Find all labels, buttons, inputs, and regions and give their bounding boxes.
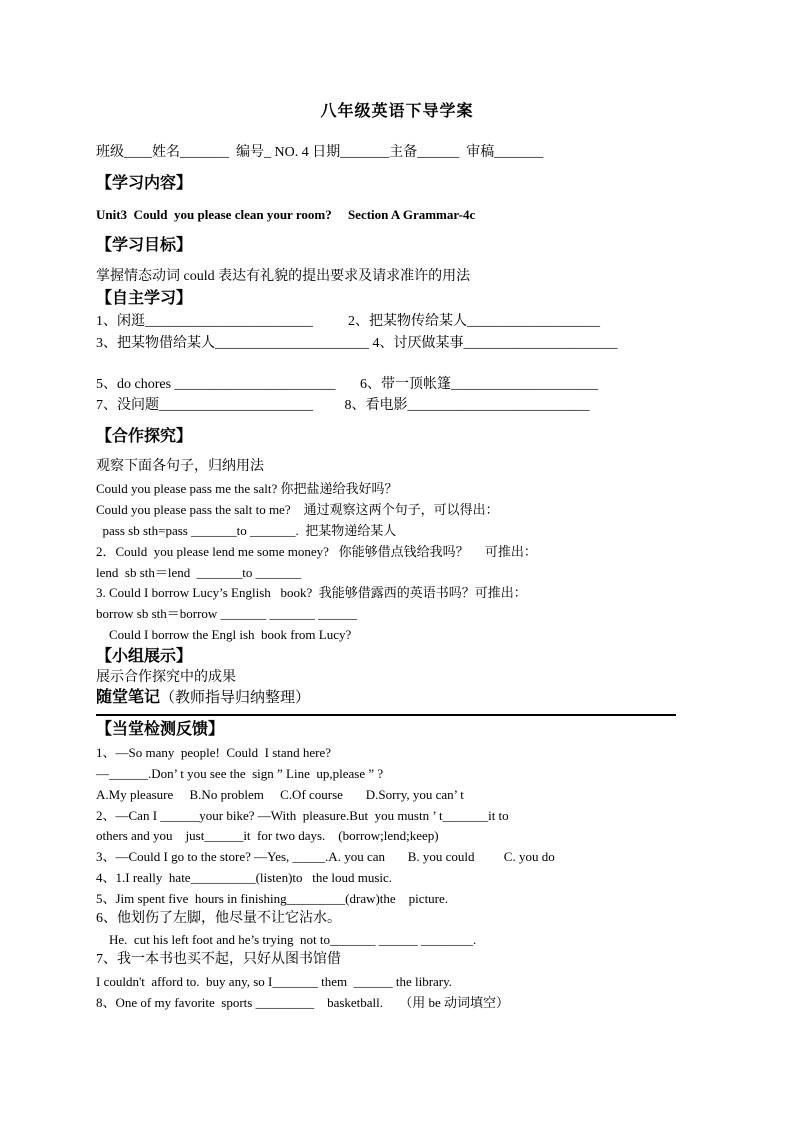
section-heading-content: 【学习内容】 bbox=[96, 175, 193, 192]
self-study-line: 3、把某物借给某人______________________ 4、讨厌做某事______________________ bbox=[96, 336, 618, 351]
page-title: 八年级英语下导学案 bbox=[320, 103, 474, 120]
quiz-line: 2、—Can I ______your bike? —With pleasure.But you mustn ’ t_______it to bbox=[96, 808, 509, 823]
section-heading-cooperation: 【合作探究】 bbox=[96, 428, 193, 445]
quiz-line: He. cut his left foot and he’s trying not to_______ ______ ________. bbox=[96, 932, 477, 947]
quiz-line: others and you just______it for two days. (borrow;lend;keep) bbox=[96, 828, 439, 843]
coop-line: Could I borrow the Engl ish book from Lucy? bbox=[96, 627, 352, 642]
self-study-line: 1、闲逛________________________ 2、把某物传给某人___________________ bbox=[96, 314, 600, 329]
coop-line: lend sb sth＝lend _______to _______ bbox=[96, 565, 302, 580]
learning-goal: 掌握情态动词 could 表达有礼貌的提出要求及请求准许的用法 bbox=[96, 269, 471, 284]
section-heading-self-study: 【自主学习】 bbox=[96, 290, 193, 307]
quiz-line: 7、我一本书也买不起，只好从图书馆借 bbox=[96, 952, 341, 967]
coop-line: 3. Could I borrow Lucy’s English book? 我能够借露西的英语书吗？可推出： bbox=[96, 585, 527, 600]
quiz-line: 1、—So many people! Could I stand here? bbox=[96, 745, 332, 760]
unit-line: Unit3 Could you please clean your room? Section A Grammar-4c bbox=[96, 207, 476, 222]
section-heading-group-show: 【小组展示】 bbox=[96, 648, 193, 665]
self-study-line: 7、没问题______________________ 8、看电影__________________________ bbox=[96, 398, 590, 413]
quiz-line: —______.Don’ t you see the sign ” Line up,please ” ? bbox=[96, 766, 384, 781]
coop-line: pass sb sth=pass _______to _______. 把某物递给某人 bbox=[96, 523, 397, 538]
coop-line: 观察下面各句子，归纳用法 bbox=[96, 459, 264, 474]
section-divider bbox=[96, 714, 676, 716]
quiz-line: A.My pleasure B.No problem C.Of course D.Sorry, you can’ t bbox=[96, 787, 464, 802]
class-notes-title: 随堂笔记 bbox=[96, 689, 161, 706]
self-study-line: 5、do chores _______________________ 6、带一顶帐篷_____________________ bbox=[96, 377, 599, 392]
class-notes-subtitle: （教师指导归纳整理） bbox=[160, 690, 311, 706]
class-notes-line bbox=[96, 690, 310, 706]
section-heading-goals: 【学习目标】 bbox=[96, 237, 193, 254]
group-show-text: 展示合作探究中的成果 bbox=[96, 670, 236, 685]
quiz-line: 3、—Could I go to the store? —Yes, _____.A. you can B. you could C. you do bbox=[96, 849, 555, 864]
quiz-line: 8、One of my favorite sports _________ basketball. （用 be 动词填空） bbox=[96, 995, 510, 1010]
quiz-line: 5、Jim spent five hours in finishing_________(draw)the picture. bbox=[96, 891, 449, 906]
quiz-line: I couldn't afford to. buy any, so I_______ them ______ the library. bbox=[96, 974, 453, 989]
coop-line: Could you please pass me the salt? 你把盐递给我好吗？ bbox=[96, 481, 398, 496]
coop-line: borrow sb sth＝borrow _______ _______ ______ bbox=[96, 606, 358, 621]
section-heading-quiz: 【当堂检测反馈】 bbox=[96, 721, 225, 738]
coop-line: Could you please pass the salt to me? 通过观察这两个句子，可以得出： bbox=[96, 502, 499, 517]
class-info-line: 班级____姓名_______ 编号_ NO. 4 日期_______主备______ 审稿_______ bbox=[96, 145, 544, 160]
quiz-line: 4、1.I really hate__________(listen)to the loud music. bbox=[96, 870, 393, 885]
quiz-line: 6、他划伤了左脚，他尽量不让它沾水。 bbox=[96, 911, 341, 926]
coop-line: 2．Could you please lend me some money? 你能够借点钱给我吗？ 可推出： bbox=[96, 544, 537, 559]
